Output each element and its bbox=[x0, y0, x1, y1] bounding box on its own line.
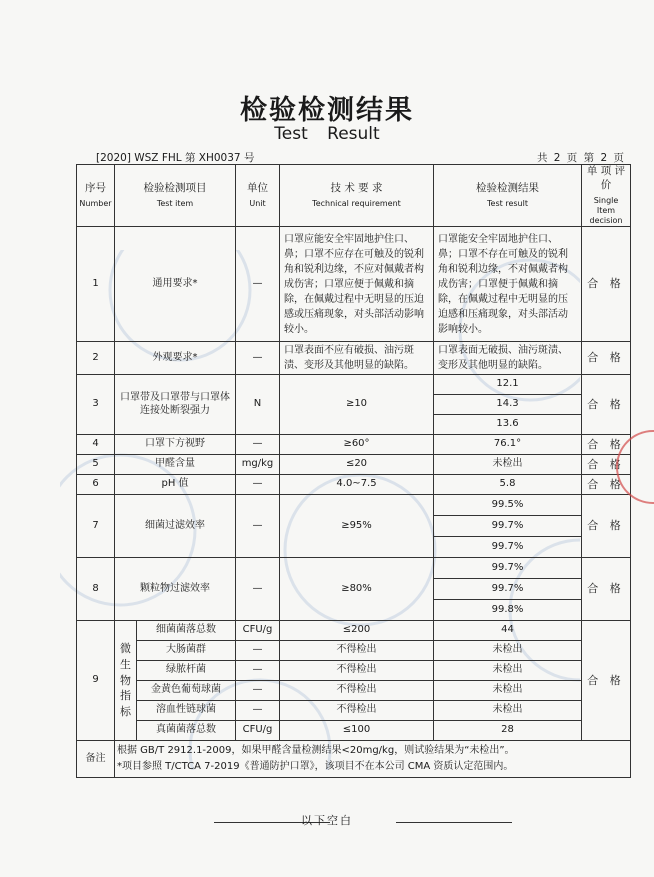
row-result: 99.7% bbox=[434, 558, 582, 579]
row-result: 76.1° bbox=[434, 435, 582, 455]
row-unit: — bbox=[236, 435, 280, 455]
row-result: 未检出 bbox=[434, 701, 582, 721]
row-number: 9 bbox=[77, 621, 115, 741]
row-number: 3 bbox=[77, 375, 115, 435]
col-unit: 单位 Unit bbox=[236, 165, 280, 227]
row-number: 5 bbox=[77, 455, 115, 475]
row-result: 99.8% bbox=[434, 600, 582, 621]
col-test-item: 检验检测项目 Test item bbox=[115, 165, 236, 227]
row-requirement: ≥10 bbox=[280, 375, 434, 435]
row-item: 甲醛含量 bbox=[115, 455, 236, 475]
row-result: 未检出 bbox=[434, 641, 582, 661]
note-line-1: 根据 GB/T 2912.1-2009，如果甲醛含量检测结果<20mg/kg，则试验结果为“未检出”。 bbox=[117, 745, 515, 756]
notes-text bbox=[115, 741, 631, 778]
result-table bbox=[76, 164, 631, 778]
table-row bbox=[77, 342, 631, 375]
row-decision: 合 格 bbox=[582, 342, 631, 375]
row-decision: 合 格 bbox=[582, 558, 631, 621]
row-unit: — bbox=[236, 681, 280, 701]
row-unit: — bbox=[236, 641, 280, 661]
row-requirement: 不得检出 bbox=[280, 661, 434, 681]
title-cn: 检验检测结果 bbox=[240, 95, 414, 126]
row-result: 13.6 bbox=[434, 415, 582, 435]
row-number: 6 bbox=[77, 475, 115, 495]
row-decision: 合 格 bbox=[582, 475, 631, 495]
row-result: 99.5% bbox=[434, 495, 582, 516]
row-item: 绿脓杆菌 bbox=[137, 661, 236, 681]
row-decision: 合 格 bbox=[582, 435, 631, 455]
row-result: 口罩能安全牢固地护住口、鼻；口罩不存在可触及的锐利角和锐利边缘，不对佩戴者构成伤害；口罩便于佩戴和摘除，在佩戴过程中无明显的压迫感和压痛现象，对头部活动影响较小。 bbox=[434, 227, 582, 342]
notes-row bbox=[77, 741, 631, 778]
row-number: 8 bbox=[77, 558, 115, 621]
row-item: 口罩下方视野 bbox=[115, 435, 236, 455]
row-item: 口罩带及口罩带与口罩体连接处断裂强力 bbox=[115, 375, 236, 435]
row-unit: — bbox=[236, 495, 280, 558]
row-result: 5.8 bbox=[434, 475, 582, 495]
row-unit: — bbox=[236, 475, 280, 495]
row-item: 细菌过滤效率 bbox=[115, 495, 236, 558]
row-item: 金黄色葡萄球菌 bbox=[137, 681, 236, 701]
row-unit: — bbox=[236, 227, 280, 342]
row-unit: N bbox=[236, 375, 280, 435]
row-requirement: ≥80% bbox=[280, 558, 434, 621]
table-row bbox=[77, 681, 631, 701]
row-result: 99.7% bbox=[434, 537, 582, 558]
row-requirement: ≤100 bbox=[280, 721, 434, 741]
row-result: 99.7% bbox=[434, 579, 582, 600]
table-row bbox=[77, 641, 631, 661]
table-header bbox=[77, 165, 631, 227]
row-decision: 合 格 bbox=[582, 495, 631, 558]
row-unit: — bbox=[236, 701, 280, 721]
row-requirement: ≥60° bbox=[280, 435, 434, 455]
table-row bbox=[77, 375, 631, 395]
row-requirement: ≤20 bbox=[280, 455, 434, 475]
table-row bbox=[77, 621, 631, 641]
row-number: 7 bbox=[77, 495, 115, 558]
row-decision: 合 格 bbox=[582, 621, 631, 741]
table-row bbox=[77, 721, 631, 741]
note-line-2: *项目参照 T/CTCA 7-2019《普通防护口罩》，该项目不在本公司 CMA 资质认定范围内。 bbox=[117, 761, 514, 772]
row-number: 2 bbox=[77, 342, 115, 375]
row-unit: CFU/g bbox=[236, 721, 280, 741]
col-requirement: 技 术 要 求 Technical requirement bbox=[280, 165, 434, 227]
row-result: 口罩表面无破损、油污斑渍、变形及其他明显的缺陷。 bbox=[434, 342, 582, 375]
table-row bbox=[77, 661, 631, 681]
row-item: 大肠菌群 bbox=[137, 641, 236, 661]
row-decision: 合 格 bbox=[582, 227, 631, 342]
row-item: 溶血性链球菌 bbox=[137, 701, 236, 721]
report-number: [2020] WSZ FHL 第 XH0037 号 bbox=[96, 152, 255, 164]
notes-label: 备注 bbox=[77, 741, 115, 778]
table-row bbox=[77, 475, 631, 495]
row-unit: — bbox=[236, 558, 280, 621]
row-requirement: 口罩应能安全牢固地护住口、鼻；口罩不应存在可触及的锐利角和锐利边缘，不应对佩戴者构成伤害；口罩应便于佩戴和摘除，在佩戴过程中无明显的压迫感或压痛现象，对头部活动影响较小。 bbox=[280, 227, 434, 342]
page-info: 共 2 页 第 2 页 bbox=[536, 152, 624, 164]
row-unit: mg/kg bbox=[236, 455, 280, 475]
col-decision: 单 项 评 价 Single Item decision bbox=[582, 165, 631, 227]
row-item: 真菌菌落总数 bbox=[137, 721, 236, 741]
row-requirement: 不得检出 bbox=[280, 641, 434, 661]
footer-blank-note: 以下空白 bbox=[301, 814, 353, 827]
row-item: 细菌菌落总数 bbox=[137, 621, 236, 641]
row-item: pH 值 bbox=[115, 475, 236, 495]
row-unit: — bbox=[236, 661, 280, 681]
row-item: 颗粒物过滤效率 bbox=[115, 558, 236, 621]
row-result: 未检出 bbox=[434, 455, 582, 475]
table-row bbox=[77, 435, 631, 455]
row-decision: 合 格 bbox=[582, 375, 631, 435]
row-result: 28 bbox=[434, 721, 582, 741]
row-requirement: 4.0~7.5 bbox=[280, 475, 434, 495]
col-number: 序号 Number bbox=[77, 165, 115, 227]
row-group-label: 微生物指标 bbox=[115, 621, 137, 741]
row-number: 4 bbox=[77, 435, 115, 455]
row-requirement: 口罩表面不应有破损、油污斑渍、变形及其他明显的缺陷。 bbox=[280, 342, 434, 375]
row-unit: — bbox=[236, 342, 280, 375]
row-item: 外观要求* bbox=[115, 342, 236, 375]
table-row bbox=[77, 558, 631, 579]
col-result: 检验检测结果 Test result bbox=[434, 165, 582, 227]
row-decision: 合 格 bbox=[582, 455, 631, 475]
row-number: 1 bbox=[77, 227, 115, 342]
row-requirement: 不得检出 bbox=[280, 701, 434, 721]
row-result: 99.7% bbox=[434, 516, 582, 537]
table-row bbox=[77, 227, 631, 342]
table-row bbox=[77, 495, 631, 516]
row-result: 44 bbox=[434, 621, 582, 641]
title-en: Test Result bbox=[274, 124, 380, 144]
row-requirement: 不得检出 bbox=[280, 681, 434, 701]
row-result: 14.3 bbox=[434, 395, 582, 415]
row-item: 通用要求* bbox=[115, 227, 236, 342]
row-result: 未检出 bbox=[434, 661, 582, 681]
row-requirement: ≤200 bbox=[280, 621, 434, 641]
row-requirement: ≥95% bbox=[280, 495, 434, 558]
row-unit: CFU/g bbox=[236, 621, 280, 641]
table-row bbox=[77, 455, 631, 475]
table-row bbox=[77, 701, 631, 721]
row-result: 12.1 bbox=[434, 375, 582, 395]
row-result: 未检出 bbox=[434, 681, 582, 701]
